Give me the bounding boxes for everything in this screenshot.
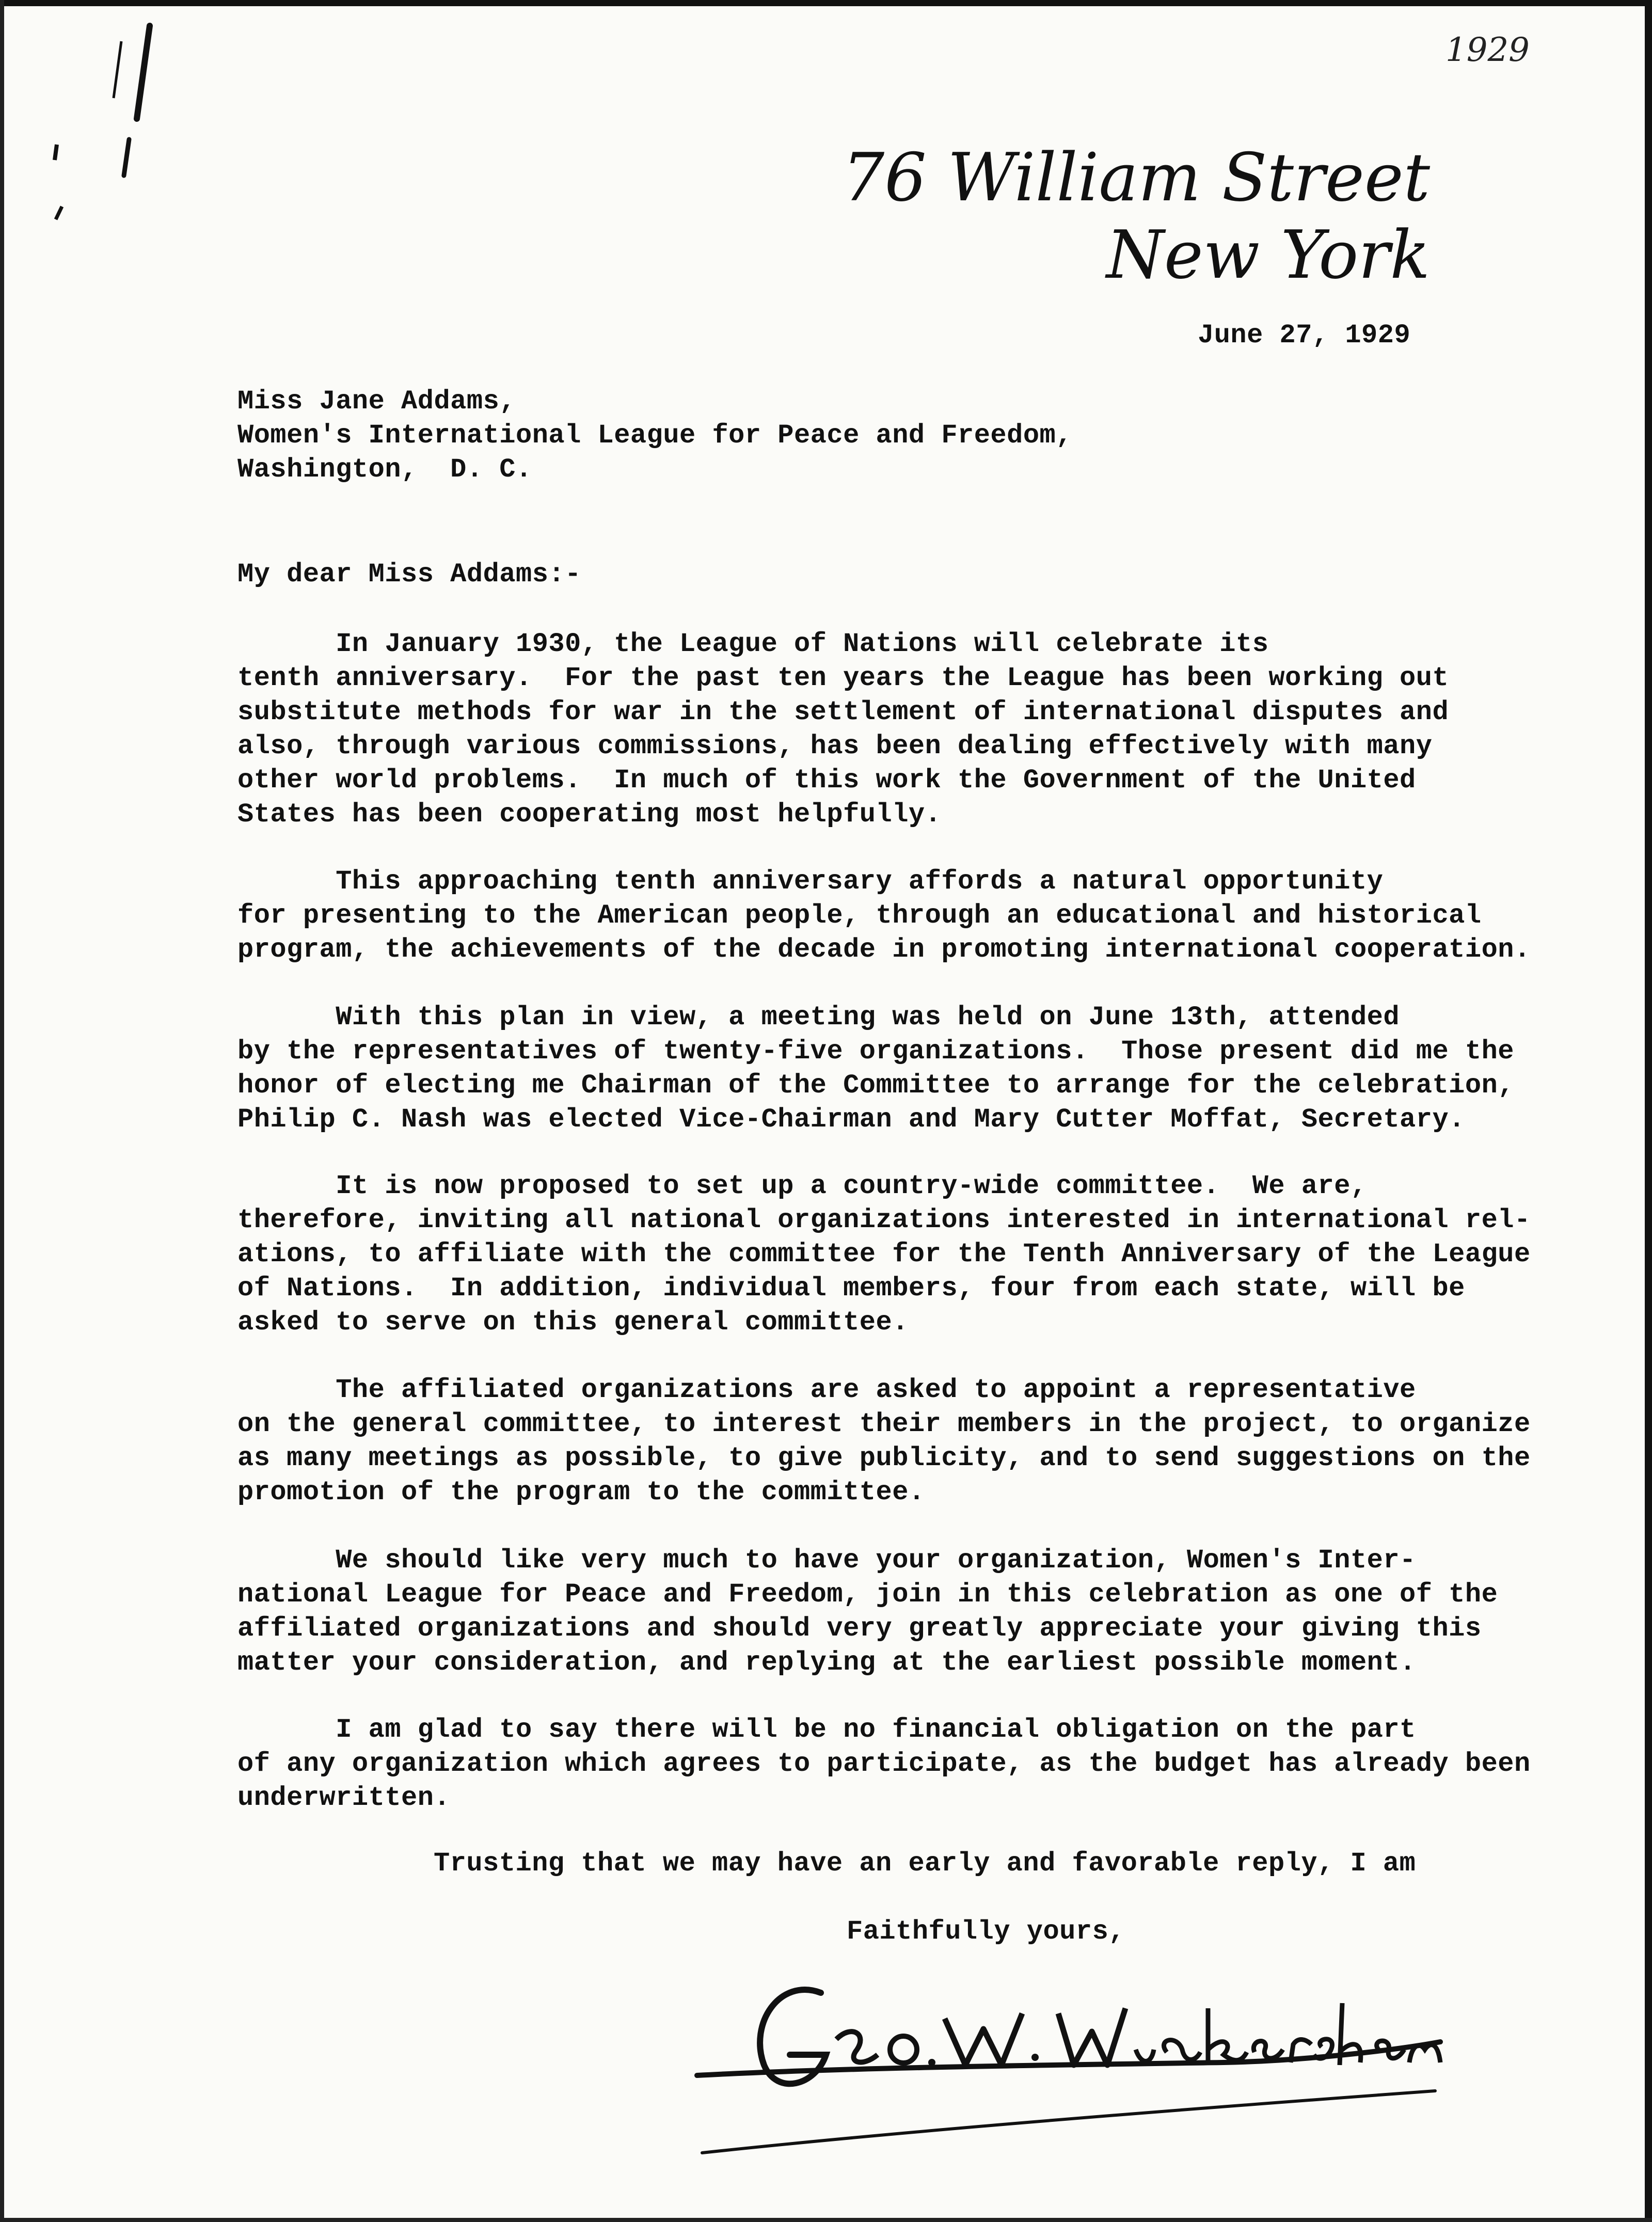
body-line: national League for Peace and Freedom, join in this celebration as one of the <box>237 1579 1498 1610</box>
body-line: honor of electing me Chairman of the Committee to arrange for the celebration, <box>237 1070 1514 1101</box>
paragraph-7 <box>237 1713 1538 1815</box>
letterhead-street: 76 William Street <box>842 139 1430 216</box>
body-line: With this plan in view, a meeting was held on June 13th, attended <box>237 1002 1400 1033</box>
scan-border-bottom <box>0 2218 1652 2222</box>
body-line: of any organization which agrees to participate, as the budget has already been <box>237 1749 1531 1779</box>
body-line: on the general committee, to interest their members in the project, to organize <box>237 1409 1531 1439</box>
body-line: as many meetings as possible, to give publicity, and to send suggestions on the <box>237 1443 1531 1473</box>
body-line: It is now proposed to set up a country-wide committee. We are, <box>237 1171 1367 1201</box>
body-line: The affiliated organizations are asked to appoint a representative <box>237 1375 1416 1405</box>
body-line: other world problems. In much of this work the Government of the United <box>237 765 1416 796</box>
body-line: ations, to affiliate with the committee for the Tenth Anniversary of the League <box>237 1239 1531 1269</box>
letterhead-city: New York <box>1106 217 1430 294</box>
body-line: for presenting to the American people, through an educational and historical <box>237 900 1482 931</box>
body-line: asked to serve on this general committee. <box>237 1307 909 1338</box>
handwritten-signature <box>687 1946 1492 2163</box>
body-line: affiliated organizations and should very greatly appreciate your giving this <box>237 1613 1482 1644</box>
body-line: underwritten. <box>237 1783 451 1813</box>
body-line: therefore, inviting all national organizations interested in international rel- <box>237 1205 1531 1235</box>
paragraph-6 <box>237 1544 1538 1680</box>
letterhead-address <box>843 139 1430 294</box>
body-line: matter your consideration, and replying at the earliest possible moment. <box>237 1647 1416 1678</box>
body-line: substitute methods for war in the settlement of international disputes and <box>237 697 1449 727</box>
body-line: I am glad to say there will be no financial obligation on the part <box>237 1715 1416 1745</box>
salutation: My dear Miss Addams:- <box>237 559 581 590</box>
handwritten-year-note: 1929 <box>1446 31 1530 69</box>
paragraph-2 <box>237 865 1538 967</box>
body-line: also, through various commissions, has been dealing effectively with many <box>237 731 1433 761</box>
letter-date: June 27, 1929 <box>1198 320 1411 351</box>
paragraph-5 <box>237 1373 1538 1510</box>
recipient-line: Washington, D. C. <box>237 454 532 485</box>
scan-border-left <box>0 0 4 2222</box>
body-line: of Nations. In addition, individual members, four from each state, will be <box>237 1273 1465 1304</box>
scan-border-right <box>1645 0 1652 2222</box>
valediction: Faithfully yours, <box>847 1916 1125 1947</box>
recipient-address <box>237 385 1072 487</box>
paragraph-3 <box>237 1001 1538 1137</box>
body-line: program, the achievements of the decade in promoting international cooperation. <box>237 934 1531 965</box>
margin-pen-marks <box>41 21 176 227</box>
paragraph-1 <box>237 627 1538 832</box>
body-line: Philip C. Nash was elected Vice-Chairman and Mary Cutter Moffat, Secretary. <box>237 1104 1465 1135</box>
body-line: This approaching tenth anniversary affords a natural opportunity <box>237 866 1384 897</box>
paragraph-4 <box>237 1169 1538 1340</box>
body-line: by the representatives of twenty-five organizations. Those present did me the <box>237 1036 1514 1067</box>
closing-line: Trusting that we may have an early and favorable reply, I am <box>434 1848 1416 1879</box>
recipient-line: Women's International League for Peace and Freedom, <box>237 420 1072 451</box>
body-line: tenth anniversary. For the past ten years the League has been working out <box>237 663 1449 693</box>
body-line: States has been cooperating most helpfully. <box>237 799 942 830</box>
body-line: We should like very much to have your organization, Women's Inter- <box>237 1545 1416 1576</box>
body-line: In January 1930, the League of Nations will celebrate its <box>237 629 1269 659</box>
body-line: promotion of the program to the committee. <box>237 1477 925 1507</box>
recipient-line: Miss Jane Addams, <box>237 386 516 417</box>
scan-border-top <box>0 0 1652 6</box>
